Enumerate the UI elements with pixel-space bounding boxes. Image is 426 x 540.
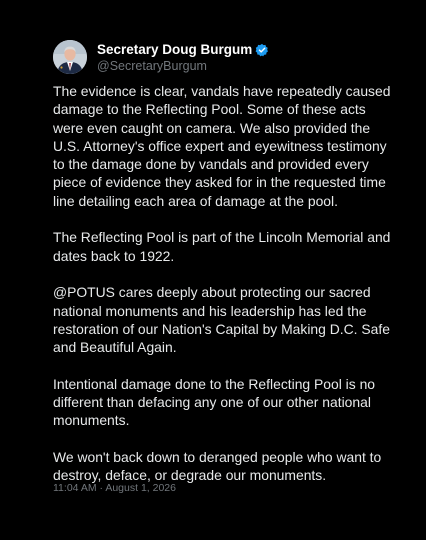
- author-names: [97, 41, 269, 73]
- author-handle[interactable]: @SecretaryBurgum: [97, 59, 207, 73]
- post-body: [53, 82, 393, 485]
- author-display-name[interactable]: Secretary Doug Burgum: [97, 42, 253, 57]
- post-paragraph: We won't back down to deranged people who want to destroy, deface, or degrade our monuments.: [53, 448, 382, 484]
- verified-badge-icon: [255, 43, 269, 57]
- avatar[interactable]: [53, 40, 87, 74]
- post-paragraph: The evidence is clear, vandals have repeatedly caused damage to the Reflecting Pool. Some of these acts were even caught on camera. We also provided the U.S. Attorney's office expert and eyewitness testimony to the damage done by vandals and provided every piece of evidence they asked for in the requested time line detailing each area of damage at the pool.: [53, 83, 391, 209]
- display-name-row: [97, 41, 269, 58]
- post-timestamp[interactable]: 11:04 AM · August 1, 2026: [53, 482, 176, 494]
- post-header: [53, 40, 269, 74]
- post-paragraph: Intentional damage done to the Reflecting Pool is no different than defacing any one of our other national monuments.: [53, 375, 376, 429]
- post-paragraph: @POTUS cares deeply about protecting our sacred national monuments and his leadership has led the restoration of our Nation's Capital by Making D.C. Safe and Beautiful Again.: [53, 284, 390, 356]
- avatar-image: [53, 40, 87, 74]
- post-paragraph: The Reflecting Pool is part of the Lincoln Memorial and dates back to 1922.: [53, 229, 391, 264]
